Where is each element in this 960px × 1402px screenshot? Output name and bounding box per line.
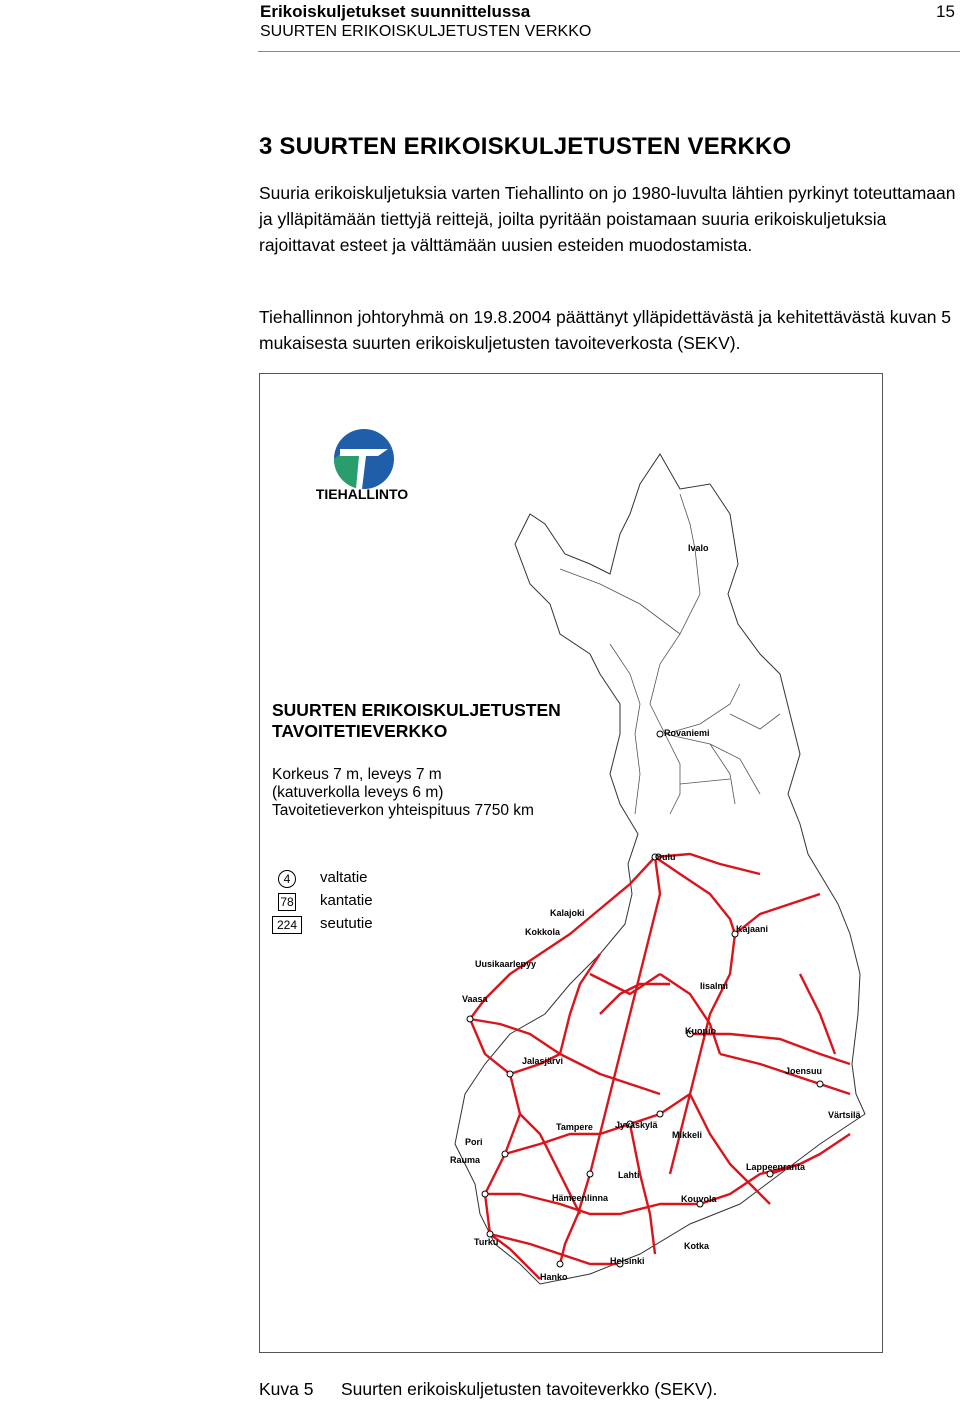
legend-kantatie-symbol: 78 <box>278 893 296 911</box>
map-spec: Korkeus 7 m, leveys 7 m (katuverkolla leveys 6 m) Tavoitetieverkon yhteispituus 7750 km <box>272 766 534 819</box>
city-kuopio: Kuopio <box>685 1026 716 1036</box>
legend-kantatie-label: kantatie <box>320 892 373 909</box>
city-hameenlinna: Hämeenlinna <box>552 1193 609 1203</box>
map-title: SUURTEN ERIKOISKULJETUSTEN TAVOITETIEVERKKO <box>272 700 561 741</box>
city-jalasjarvi: Jalasjärvi <box>522 1056 564 1066</box>
city-kotka: Kotka <box>684 1241 710 1251</box>
city-hanko: Hanko <box>540 1272 568 1282</box>
header-rule <box>258 51 960 52</box>
city-mikkeli: Mikkeli <box>672 1130 703 1140</box>
page-number: 15 <box>936 2 955 21</box>
country-outline <box>455 454 865 1284</box>
section-heading: 3 SUURTEN ERIKOISKULJETUSTEN VERKKO <box>259 133 792 160</box>
running-header-title: Erikoiskuljetukset suunnittelussa <box>260 2 531 21</box>
city-lahti: Lahti <box>618 1170 640 1180</box>
figure-caption-number: Kuva 5 <box>259 1379 314 1399</box>
city-vaasa: Vaasa <box>462 994 488 1004</box>
city-kouvola: Kouvola <box>681 1194 717 1204</box>
tiehallinto-logo <box>316 429 408 502</box>
city-turku: Turku <box>474 1237 499 1247</box>
city-helsinki: Helsinki <box>610 1256 645 1266</box>
city-kokkola: Kokkola <box>525 927 561 937</box>
city-iisalmi: Iisalmi <box>700 981 729 991</box>
running-header-subtitle: SUURTEN ERIKOISKULJETUSTEN VERKKO <box>260 23 592 40</box>
legend-seututie-symbol: 224 <box>272 916 302 934</box>
legend-valtatie-symbol: 4 <box>278 870 296 888</box>
city-kalajoki: Kalajoki <box>550 908 585 918</box>
city-uusikaarlepyy: Uusikaarlepyy <box>475 959 537 969</box>
legend-seututie-label: seututie <box>320 915 373 932</box>
paragraph-2: Tiehallinnon johtoryhmä on 19.8.2004 päättänyt ylläpidettävästä ja kehitettävästä kuvan 5 mukaisesta suurten erikoiskuljetusten tavoiteverkosta (SEKV). <box>259 307 952 353</box>
city-pori: Pori <box>465 1137 483 1147</box>
city-rauma: Rauma <box>450 1155 481 1165</box>
paragraph-1: Suuria erikoiskuljetuksia varten Tiehallinto on jo 1980-luvulta lähtien pyrkinyt toteuttamaan ja ylläpitämään tiettyjä reittejä, joilta pyritään poistamaan suuria erikoiskuljetuksia rajoittavat esteet ja välttämään uusien esteiden muodostamista. <box>259 183 956 255</box>
city-jyvaskyla: Jyväskylä <box>615 1120 658 1130</box>
city-vartsila: Värtsilä <box>828 1110 861 1120</box>
figure-caption-text: Suurten erikoiskuljetusten tavoiteverkko (SEKV). <box>341 1379 718 1399</box>
city-joensuu: Joensuu <box>785 1066 823 1076</box>
city-ivalo: Ivalo <box>688 543 709 553</box>
city-tampere: Tampere <box>556 1122 593 1132</box>
legend-valtatie-label: valtatie <box>320 869 368 886</box>
city-rovaniemi: Rovaniemi <box>664 728 710 738</box>
city-kajaani: Kajaani <box>736 924 769 934</box>
finland-map <box>260 374 882 1352</box>
city-lappeenranta: Lappeenranta <box>746 1162 806 1172</box>
city-oulu: Oulu <box>655 852 676 862</box>
logo-text: TIEHALLINTO <box>315 486 409 502</box>
figure-map-frame <box>259 373 883 1353</box>
